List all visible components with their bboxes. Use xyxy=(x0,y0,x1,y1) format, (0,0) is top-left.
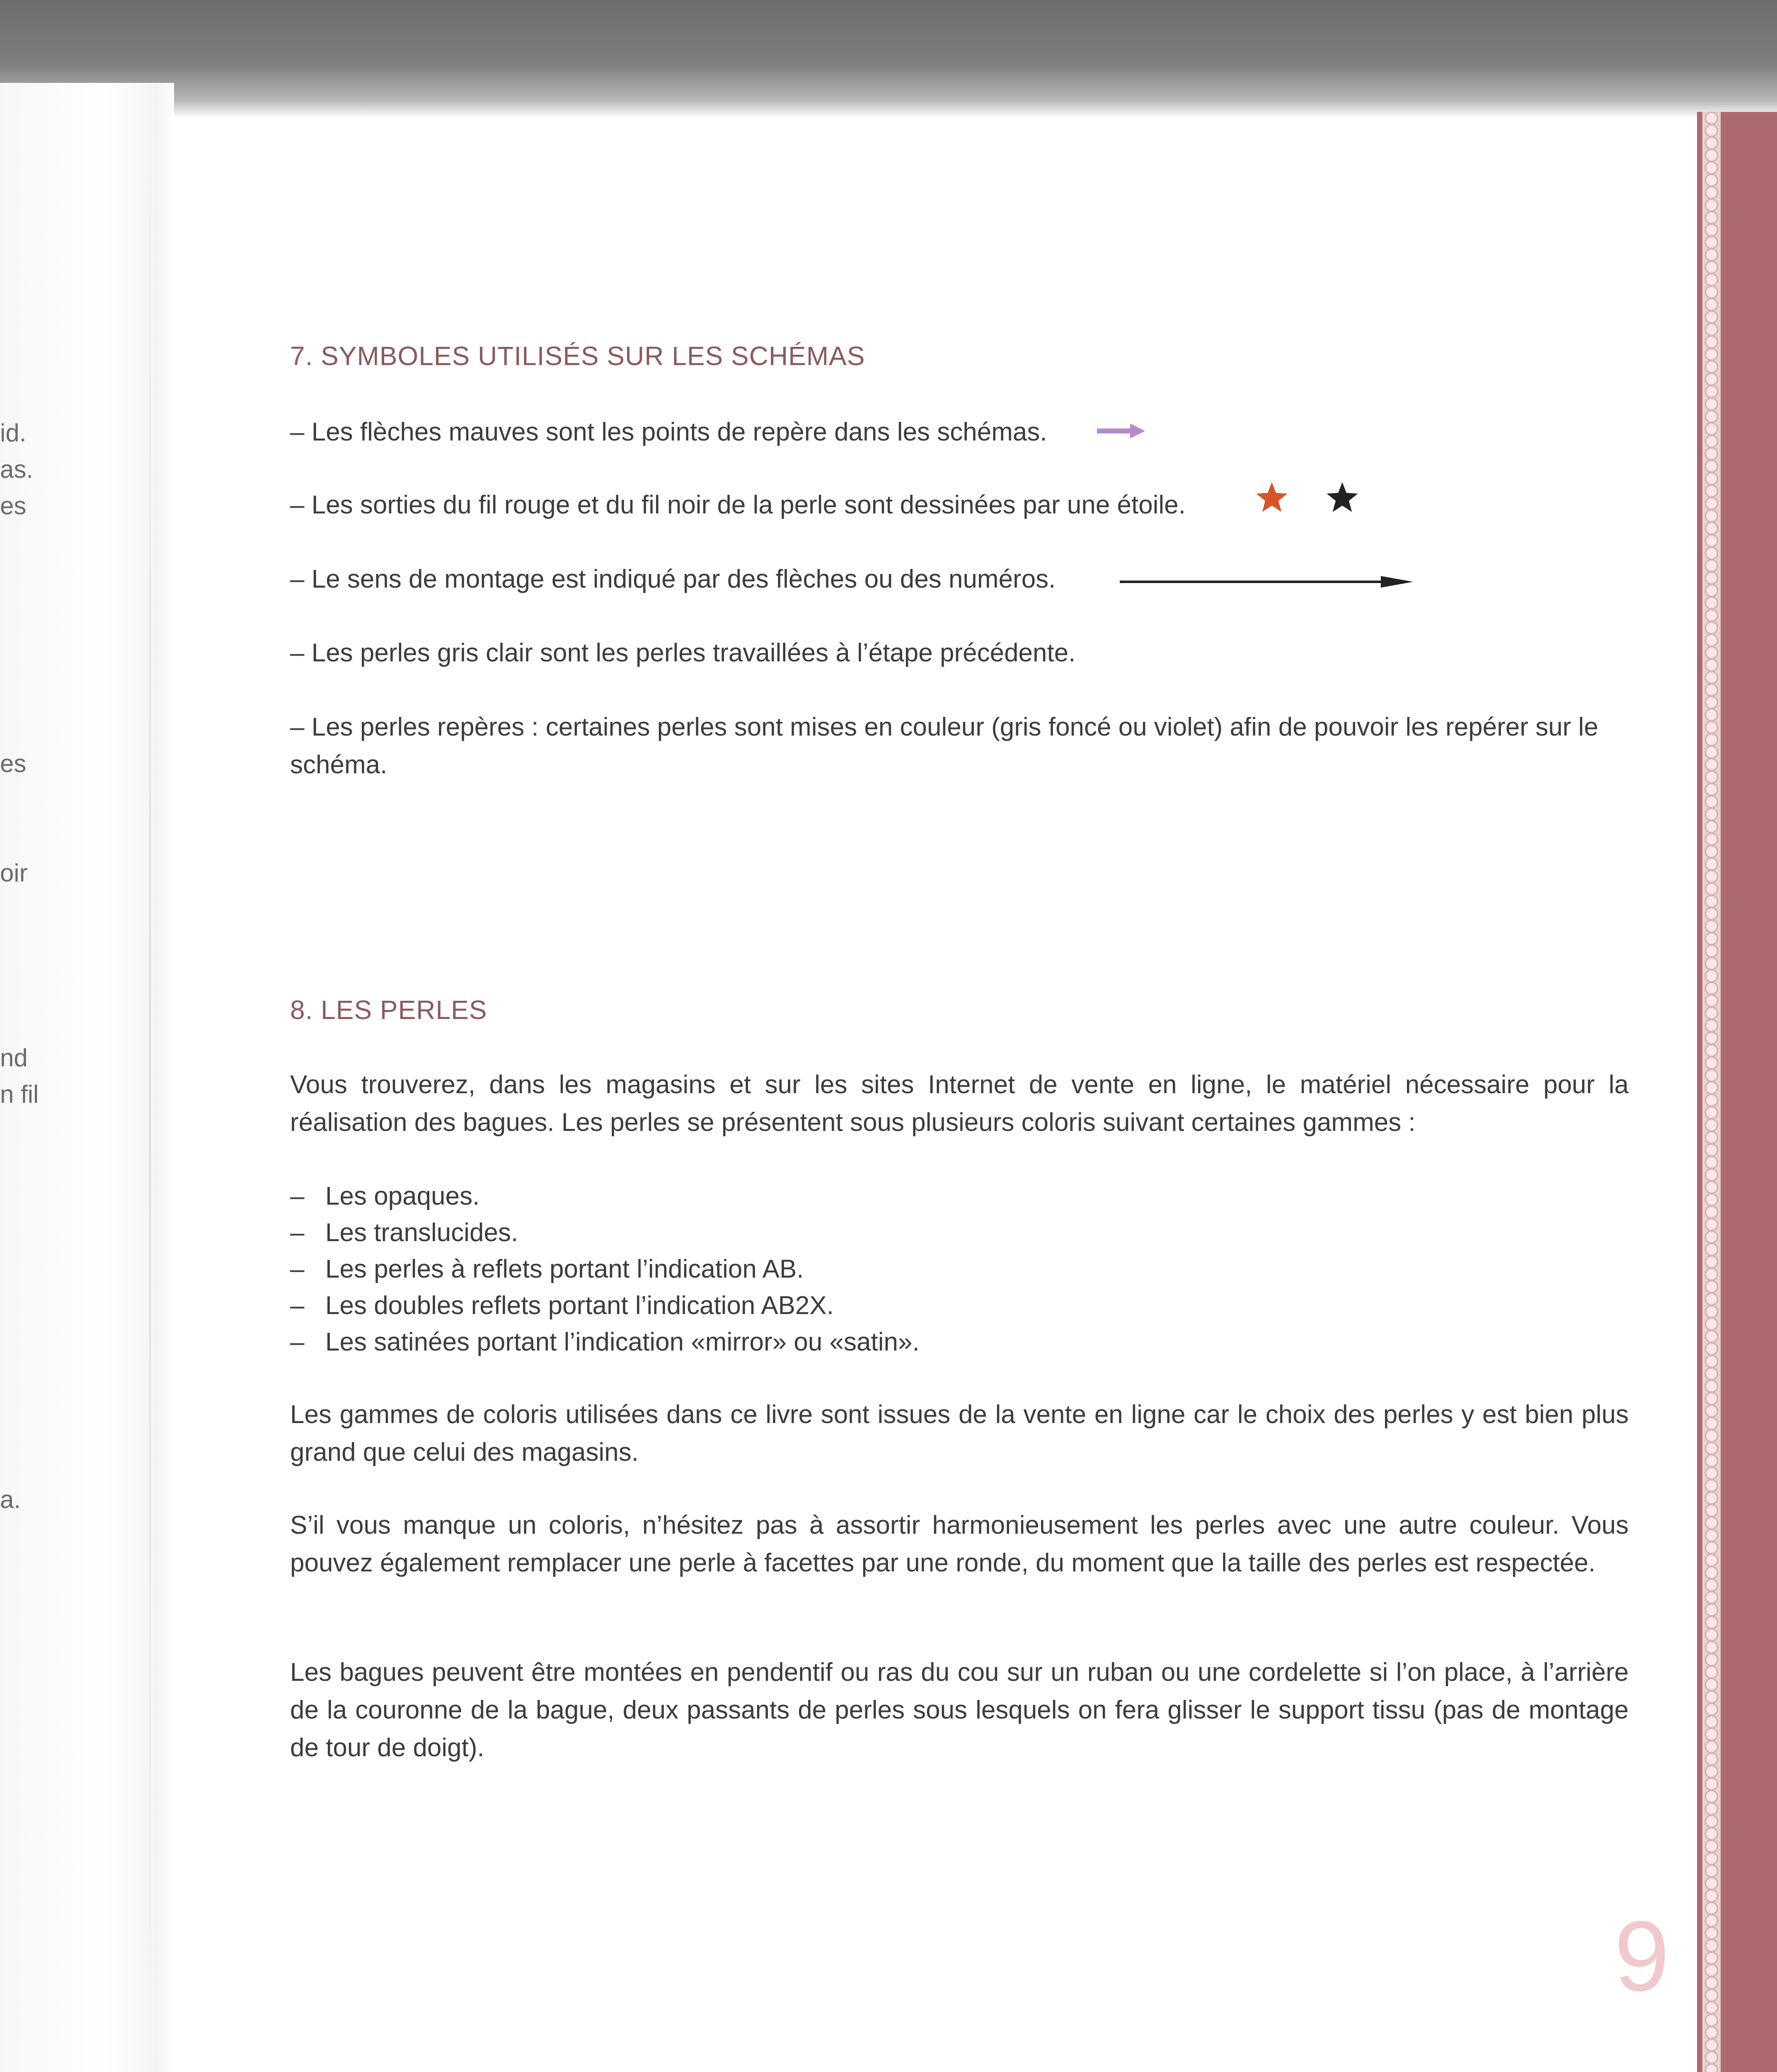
section-7-title: 7. SYMBOLES UTILISÉS SUR LES SCHÉMAS xyxy=(290,341,865,371)
symbol-item-text: – Les perles gris clair sont les perles travaillées à l’étape précédente. xyxy=(290,639,1076,667)
facing-page-fragment: a. xyxy=(0,1486,21,1513)
direction-arrow-icon xyxy=(1120,573,1414,591)
section-8-intro: Vous trouverez, dans les magasins et sur les sites Internet de vente en ligne, le matériel nécessaire pour la réalisation des bagues. Les perles se présentent sous plusieurs coloris suivant certaines gammes : xyxy=(290,1070,1629,1137)
mauve-arrow-icon xyxy=(1096,422,1146,440)
bead-type-label: Les perles à reflets portant l’indication AB. xyxy=(325,1255,804,1283)
bead-type-label: Les satinées portant l’indication «mirror» ou «satin». xyxy=(325,1328,920,1356)
symbol-item-text: – Le sens de montage est indiqué par des flèches ou des numéros. xyxy=(290,565,1056,593)
paragraph-pendant: Les bagues peuvent être montées en pendentif ou ras du cou sur un ruban ou une cordelette si l’on place, à l’arrière de la couronne de la bague, deux passants de perles sous lesquels on fera glisser le support tissu (pas de montage de tour de doigt). xyxy=(290,1658,1629,1762)
bead-type-label: Les opaques. xyxy=(325,1182,480,1210)
bullet-dash: – xyxy=(290,1328,305,1356)
facing-page-fragment: oir xyxy=(0,859,28,887)
pearl-border-decoration xyxy=(1702,112,1721,2072)
bullet-dash: – xyxy=(290,1291,305,1320)
bead-type-item xyxy=(290,1251,804,1288)
bead-type-item xyxy=(290,1324,920,1360)
bead-type-label: Les doubles reflets portant l’indication AB2X. xyxy=(325,1291,834,1320)
page-gutter xyxy=(0,83,174,2072)
facing-page-fragment: as. xyxy=(0,455,34,483)
symbol-item-text: – Les sorties du fil rouge et du fil noir de la perle sont dessinées par une étoile. xyxy=(290,491,1186,519)
symbol-item-light-grey xyxy=(290,634,1075,672)
facing-page-fragment: id. xyxy=(0,419,27,447)
bead-type-item xyxy=(290,1215,518,1251)
bullet-dash: – xyxy=(290,1182,305,1210)
facing-page-fragment: nd xyxy=(0,1044,28,1072)
page-number: 9 xyxy=(1614,1900,1670,2011)
bullet-dash: – xyxy=(290,1255,305,1283)
section-8-title: 8. LES PERLES xyxy=(290,995,487,1025)
facing-page-fragment: es xyxy=(0,750,27,777)
paragraph-missing-color: S’il vous manque un coloris, n’hésitez pas à assortir harmonieusement les perles avec une autre couleur. Vous pouvez également remplacer une perle à facettes par une ronde, du moment que la taille des perles est respectée. xyxy=(290,1511,1629,1577)
bead-type-item xyxy=(290,1178,479,1215)
paragraph-color-ranges: Les gammes de coloris utilisées dans ce livre sont issues de la vente en ligne car le choix des perles y est bien plus grand que celui des magasins. xyxy=(290,1400,1629,1467)
facing-page-fragment: n fil xyxy=(0,1080,39,1108)
bead-type-item xyxy=(290,1288,834,1324)
symbol-item-marker-beads: – Les perles repères : certaines perles sont mises en couleur (gris foncé ou violet) afin de pouvoir les repérer sur le schéma. xyxy=(290,713,1598,779)
symbol-item-stars xyxy=(290,486,1186,524)
scan-shadow-top xyxy=(0,0,1777,118)
gutter-fold-line xyxy=(149,108,151,2039)
symbol-item-mauve-arrows xyxy=(290,413,1047,451)
symbol-item-text: – Les flèches mauves sont les points de repère dans les schémas. xyxy=(290,418,1047,446)
red-star-icon xyxy=(1255,481,1289,515)
symbol-item-direction xyxy=(290,560,1056,598)
bead-type-label: Les translucides. xyxy=(325,1218,518,1247)
bullet-dash: – xyxy=(290,1218,305,1247)
facing-page-fragment: es xyxy=(0,492,27,520)
black-star-icon xyxy=(1325,481,1359,515)
